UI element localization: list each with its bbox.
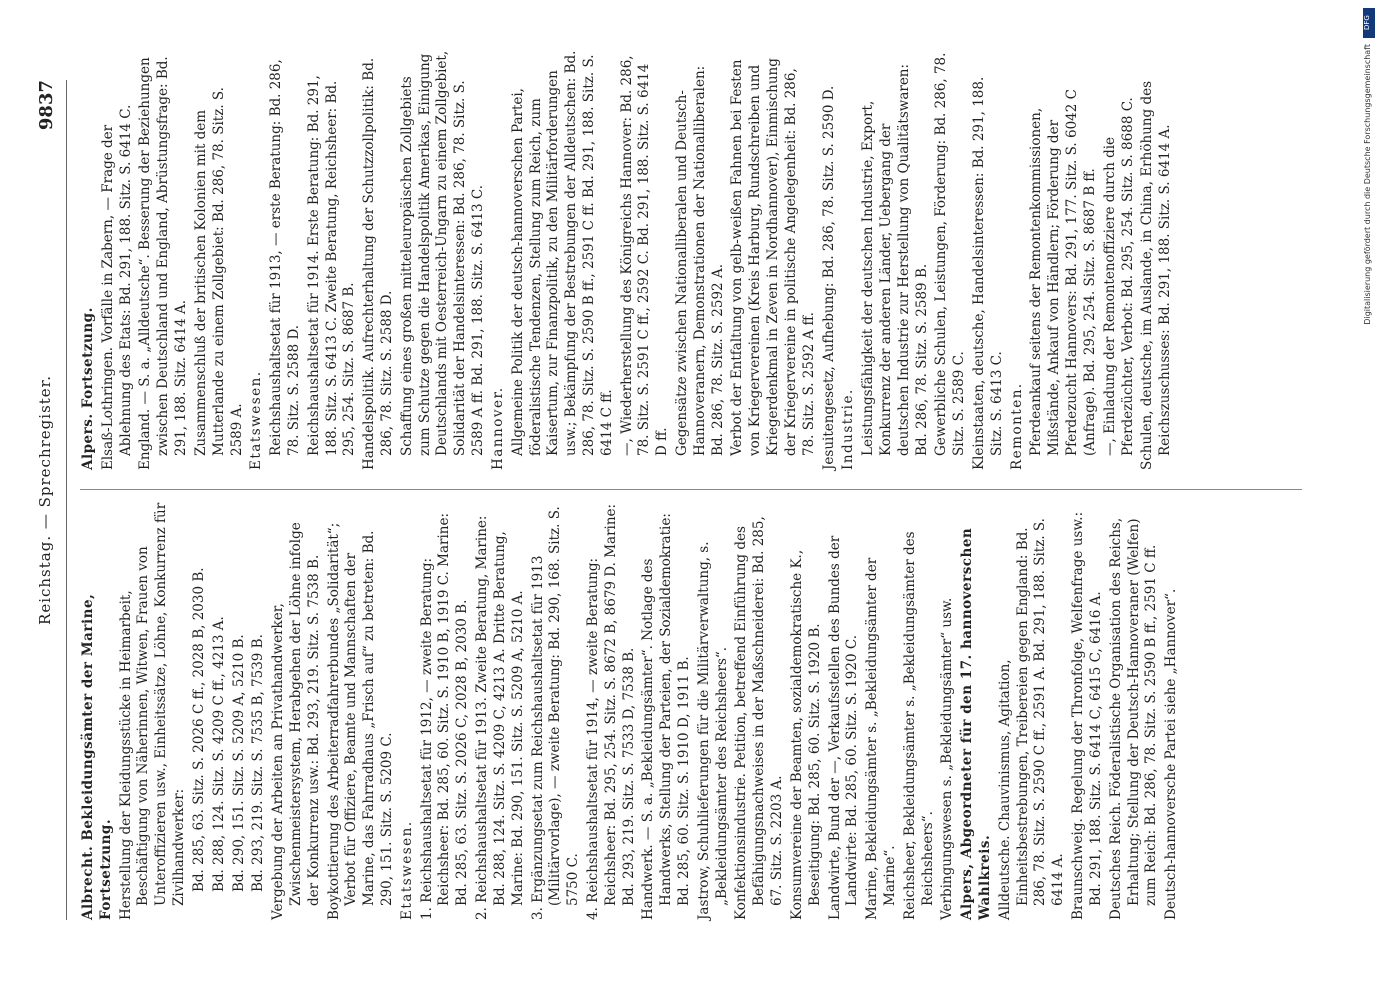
- register-entry: Kleinstaaten, deutsche, Handelsinteressen: Bd. 291, 188. Sitz. S. 6413 C.: [970, 76, 1005, 470]
- register-entry: Bd. 288, 124. Sitz. S. 4209 C ff., 4213 A.: [210, 616, 227, 892]
- column-divider: [80, 489, 1302, 490]
- register-entry: Jastrow, Schuhlieferungen für die Militärverwaltung, s. „Bekleidungsämter des Reichsheers“.: [695, 541, 730, 920]
- register-entry: 2. Reichshaushaltsetat für 1913. Zweite Beratung, Marine: Bd. 288, 124. Sitz. S. 4209 C, 4213 A. Dritte Beratung, Marine: Bd. 290, 151. Sitz. S. 5209 A, 5210 A.: [473, 515, 526, 920]
- register-entry: Verbot der Entfaltung von gelb-weißen Fahnen bei Festen von Kriegervereinen (Kreis Harburg, Rundschreiben und Kriegerdenkmal in Zeven in Nordhannover), Einmischung der Kriegervereine in politische Angelegenheit: Bd. 286, 78. Sitz. S. 2592 A ff.: [728, 58, 817, 456]
- register-entry: Elsaß-Lothringen. Vorfälle in Zabern, — Frage der Ablehnung des Etats: Bd. 291, 188. Sitz. S. 6414 C.: [99, 104, 134, 470]
- header-rule: [66, 80, 67, 920]
- register-entry: Vergebung der Arbeiten an Privathandwerker, Zwischenmeistersystem, Herabgehen der Löhne infolge der Konkurrenz usw.: Bd. 293, 219. Sitz. S. 7538 B.: [269, 522, 322, 920]
- register-entry: 1. Reichshaushaltsetat für 1912, — zweite Beratung: Reichsheer: Bd. 285, 60. Sitz. S. 1910 B, 1919 C. Marine: Bd. 285, 63. Sitz. S. 2026 C, 2028 B, 2030 B.: [418, 512, 470, 920]
- register-entry: Reichsheer, Bekleidungsämter s. „Bekleidungsämter des Reichsheers“.: [901, 531, 936, 920]
- register-entry: —, Einladung der Remontenoffiziere durch die Pferdezüchter, Verbot: Bd. 295, 254. Sitz. S. 8688 C.: [1101, 97, 1135, 456]
- column-left: [80, 500, 1183, 920]
- register-entry: Hannover.: [489, 386, 506, 470]
- register-entry: Schaffung eines großen mitteleuropäischen Zollgebiets zum Schutze gegen die Handelspolitik Amerikas, Einigung Deutschlands mit Oesterreich-Ungarn zu einem Zollgebiet, Solidarität der Handelsinteressen: Bd. 286, 78. Sitz. S. 2589 A ff. Bd. 291, 188. Sitz. S. 6413 C.: [398, 50, 486, 456]
- register-entry: Deutsches Reich. Föderalistische Organisation des Reichs, Erhaltung; Stellung der Deutsch-Hannoveraner (Welfen) zum Reich: Bd. 286, 78. Sitz. S. 2590 B ff., 2591 C ff.: [1107, 517, 1159, 920]
- dfg-logo: DFG: [1363, 8, 1375, 38]
- register-entry: Bd. 285, 63. Sitz. S. 2026 C ff., 2028 B, 2030 B.: [190, 567, 207, 892]
- register-page: [22, 20, 1362, 980]
- register-entry: Albrecht. Bekleidungsämter der Marine, Fortsetzung.: [79, 593, 114, 920]
- page-header: [36, 80, 64, 920]
- register-entry: Verbingungswesen s. „Bekleidungsämter“ usw.: [938, 597, 955, 920]
- register-entry: Reichshaushaltsetat für 1914. Erste Beratung: Bd. 291, 188. Sitz. S. 6413 C. Zweite Beratung, Reichsheer: Bd. 295, 254. Sitz. S. 8687 B.: [305, 75, 357, 456]
- register-entry: Braunschweig. Regelung der Thronfolge, Welfenfrage usw.: Bd. 291, 188. Sitz. S. 6414 C, 6415 C, 6416 A.: [1069, 511, 1104, 920]
- register-entry: Konfektionsindustrie. Petition, betreffend Einführung des Befähigungsnachweises in der Maßschneiderei: Bd. 285, 67. Sitz. S. 2203 A.: [732, 516, 785, 920]
- register-entry: Gewerbliche Schulen, Leistungen, Förderung: Bd. 286, 78. Sitz. S. 2589 C.: [932, 52, 967, 456]
- register-entry: Alpers, Abgeordneter für den 17. hannoverschen Wahlkreis.: [958, 527, 993, 920]
- register-entry: Etatswesen.: [247, 370, 264, 470]
- register-entry: Schulen, deutsche, im Auslande, in China, Erhöhung des Reichszuschusses: Bd. 291, 188. Sitz. S. 6414 A.: [1138, 80, 1173, 470]
- register-entry: —, Wiederherstellung des Königreichs Hannover: Bd. 286, 78. Sitz. S. 2591 C ff., 2592 C. Bd. 291, 188. Sitz. S. 6414 D ff.: [618, 55, 670, 456]
- register-entry: Pferdeankauf seitens der Remontenkommissionen, Mißstände, Ankauf von Händlern; Förderung der Pferdezucht Hannovers: Bd. 291, 177. Sitz. S. 6042 C (Anfrage). Bd. 295, 254. Sitz. S. 8687 B ff.: [1027, 89, 1098, 456]
- register-entry: Herstellung der Kleidungsstücke in Heimarbeit, Beschäftigung von Näherinnen, Witwen, Frauen von Unteroffizieren usw., Einheitssätze, Löhne, Konkurrenz für Zivilhandwerker:: [117, 502, 187, 920]
- register-entry: Handelspolitik. Aufrechterhaltung der Schutzzollpolitik: Bd. 286, 78. Sitz. S. 2588 D.: [360, 57, 395, 470]
- running-title: Reichstag. — Sprechregister.: [35, 375, 54, 625]
- register-entry: Gegensätze zwischen Nationalliberalen und Deutsch-Hannoveranern, Demonstrationen der Nationalliberalen: Bd. 286, 78. Sitz. S. 2592 A.: [673, 65, 726, 456]
- register-entry: Reichshaushaltsetat für 1913, — erste Beratung: Bd. 286, 78. Sitz. S. 2588 D.: [267, 59, 302, 456]
- dfg-credit-text: Digitalisierung gefördert durch die Deutsche Forschungsgemeinschaft: [1363, 44, 1372, 325]
- register-entry: Landwirte, Bund der —, Verkaufsstellen des Bundes der Landwirte: Bd. 285, 60. Sitz. S. 1920 C.: [826, 535, 860, 920]
- register-entry: Handwerk. — S. a. „Bekleidungsämter“. Notlage des Handwerks, Stellung der Parteien, der Sozialdemokratie: Bd. 285, 60. Sitz. S. 1910 D, 1911 B.: [639, 513, 692, 920]
- register-entry: 3. Ergänzungsetat zum Reichshaushaltsetat für 1913 (Militärvorlage), — zweite Beratung: Bd. 290, 168. Sitz. S. 5750 C.: [529, 506, 581, 920]
- register-entry: Bd. 290, 151. Sitz. S. 5209 A, 5210 B.: [230, 634, 246, 892]
- register-entry: Jesuitengesetz, Aufhebung: Bd. 286, 78. Sitz. S. 2590 D.: [820, 85, 836, 470]
- dfg-credit: [1363, 8, 1377, 325]
- register-entry: 4. Reichshaushaltsetat für 1914, — zweite Beratung: Reichsheer: Bd. 295, 254. Sitz. S. 8672 B, 8679 D. Marine: Bd. 293, 219. Sitz. S. 7533 D, 7538 B.: [584, 503, 637, 920]
- register-entry: Marine, Bekleidungsämter s. „Bekleidungsämter der Marine“.: [863, 557, 898, 920]
- register-entry: Bd. 293, 219. Sitz. S. 7535 B, 7539 B.: [249, 634, 266, 892]
- column-right: [80, 50, 1177, 470]
- register-entry: Boykottierung des Arbeiterradfahrerbundes „Solidarität“; Verbot für Offiziere, Beamte und Mannschaften der Marine, das Fahrradhaus „Frisch auf“ zu betreten: Bd. 290, 151. Sitz. S. 5209 C.: [325, 522, 395, 920]
- register-entry: Industrie.: [839, 388, 856, 470]
- register-entry: Etatswesen.: [398, 820, 415, 920]
- register-entry: Leistungsfähigkeit der deutschen Industrie, Export, Konkurrenz der anderen Länder, Uebergang der deutschen Industrie zur Herstellung von Qualitätswaren: Bd. 286, 78. Sitz. S. 2589 B.: [859, 63, 930, 456]
- register-entry: Alldeutsche. Chauvinismus, Agitation, Einheitsbestrebungen, Treibereien gegen England: Bd. 286, 78. Sitz. S. 2590 C ff., 2591 A. Bd. 291, 188. Sitz. S. 6414 A.: [996, 518, 1066, 920]
- register-entry: Allgemeine Politik der deutsch-hannoverschen Partei, föderalistische Tendenzen, Stellung zum Reich, zum Kaisertum, zur Finanzpolitik, zu den Militärforderungen usw.; Bekämpfung der Bestrebungen der Alldeutschen: Bd. 286, 78. Sitz. S. 2590 B ff., 2591 C ff. Bd. 291, 188. Sitz. S. 6414 C ff.: [509, 50, 615, 456]
- register-entry: Deutsch-hannoversche Partei siehe „Hannover“.: [1162, 588, 1179, 920]
- register-entry: Konsumvereine der Beamten, sozialdemokratische K., Beseitigung: Bd. 285, 60. Sitz. S. 1920 B.: [788, 549, 823, 920]
- register-entry: Remonten.: [1008, 382, 1025, 470]
- register-entry: Zusammenschluß der britischen Kolonien mit dem Mutterlande zu einem Zollgebiet: Bd. 286, 78. Sitz. S. 2589 A.: [192, 87, 244, 456]
- register-entry: England. — S. a. „Alldeutsche“. Besserung der Beziehungen zwischen Deutschland und England, Abrüstungsfrage: Bd. 291, 188. Sitz. 6414 A.: [136, 56, 189, 470]
- page-number: 9837: [35, 80, 57, 131]
- register-entry: Alpers. Fortsetzung.: [79, 307, 96, 470]
